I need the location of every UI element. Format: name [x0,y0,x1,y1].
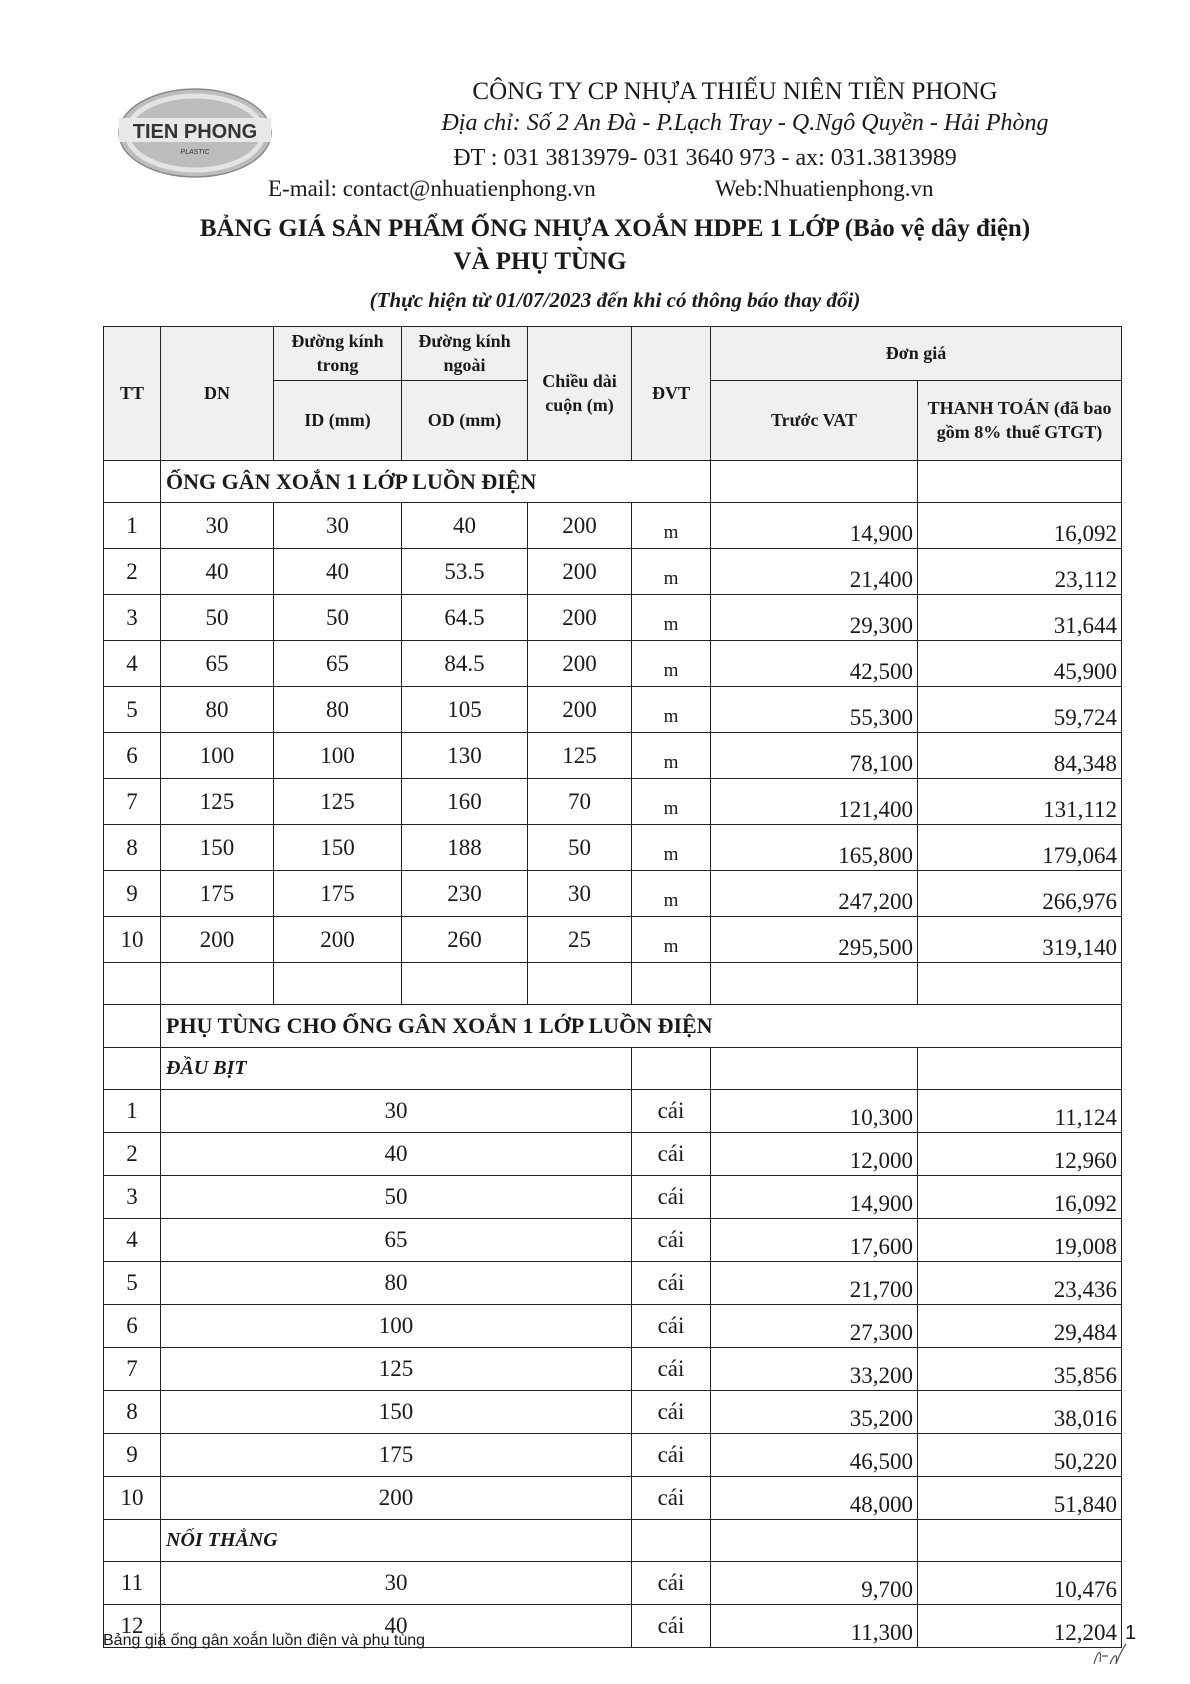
table-row [104,1347,1122,1390]
cell-size: 80 [161,1261,632,1304]
empty-cell [711,1047,918,1089]
cell-pre-vat: 9,700 [711,1561,918,1604]
cell-size: 65 [161,1218,632,1261]
empty-cell [632,1047,711,1089]
cell-pre-vat: 29,300 [711,595,918,641]
cell-unit: cái [632,1561,711,1604]
cell-tt: 1 [104,1089,161,1132]
empty-cell [711,963,918,1005]
cell-pre-vat: 78,100 [711,733,918,779]
cell-unit: m [632,641,711,687]
cell-unit: cái [632,1433,711,1476]
cell-od: 230 [402,871,528,917]
col-tt: TT [104,327,161,461]
cell-tt: 6 [104,1304,161,1347]
cell-size: 100 [161,1304,632,1347]
empty-cell [918,461,1122,503]
cell-total: 38,016 [918,1390,1122,1433]
cell-unit: m [632,733,711,779]
cell-pre-vat: 55,300 [711,687,918,733]
cell-length: 200 [528,549,632,595]
empty-cell [632,1519,711,1561]
cell-od: 40 [402,503,528,549]
document-title-line2: VÀ PHỤ TÙNG [453,248,627,275]
cell-total: 29,484 [918,1304,1122,1347]
cell-size: 125 [161,1347,632,1390]
empty-cell [104,1005,161,1047]
cell-size: 175 [161,1433,632,1476]
cell-tt: 7 [104,1347,161,1390]
empty-cell [918,963,1122,1005]
table-row [104,1390,1122,1433]
cell-pre-vat: 14,900 [711,503,918,549]
table-row [104,1175,1122,1218]
table-row [104,1476,1122,1519]
cell-total: 12,204 [918,1604,1122,1647]
company-address: Địa chỉ: Số 2 An Đà - P.Lạch Tray - Q.Ngô Quyền - Hải Phòng [441,110,1049,136]
company-name: CÔNG TY CP NHỰA THIẾU NIÊN TIỀN PHONG [472,78,998,105]
cell-unit: cái [632,1304,711,1347]
cell-od: 64.5 [402,595,528,641]
footer-caption: Bảng giá ống gân xoắn luồn điện và phụ tùng [103,1632,426,1649]
cell-tt: 9 [104,1433,161,1476]
empty-cell [918,1519,1122,1561]
cell-id: 50 [274,595,402,641]
svg-text:PLASTIC: PLASTIC [180,149,210,156]
table-row [104,1561,1122,1604]
cell-size: 50 [161,1175,632,1218]
cell-tt: 10 [104,917,161,963]
table-row [104,503,1122,549]
group-title-row [104,1047,1122,1089]
cell-pre-vat: 17,600 [711,1218,918,1261]
group-title-row [104,1519,1122,1561]
cell-total: 23,436 [918,1261,1122,1304]
cell-total: 16,092 [918,1175,1122,1218]
cell-total: 266,976 [918,871,1122,917]
table-row [104,779,1122,825]
cell-dn: 150 [161,825,274,871]
col-od-unit: OD (mm) [402,381,528,461]
cell-unit: cái [632,1218,711,1261]
cell-tt: 7 [104,779,161,825]
col-length: Chiều dài cuộn (m) [528,327,632,461]
col-price: Đơn giá [711,327,1122,381]
cell-pre-vat: 27,300 [711,1304,918,1347]
section-title-row [104,461,1122,503]
cell-total: 59,724 [918,687,1122,733]
col-unit: ĐVT [632,327,711,461]
table-row [104,1433,1122,1476]
cell-pre-vat: 46,500 [711,1433,918,1476]
group-title: ĐẦU BỊT [161,1047,632,1089]
cell-total: 11,124 [918,1089,1122,1132]
cell-unit: m [632,871,711,917]
table-row [104,595,1122,641]
table-row [104,1304,1122,1347]
cell-length: 200 [528,595,632,641]
empty-cell [104,1047,161,1089]
cell-length: 125 [528,733,632,779]
cell-unit: cái [632,1175,711,1218]
cell-length: 200 [528,641,632,687]
cell-total: 35,856 [918,1347,1122,1390]
cell-unit: m [632,503,711,549]
empty-cell [632,963,711,1005]
cell-tt: 5 [104,687,161,733]
cell-unit: m [632,549,711,595]
price-table [103,326,1122,1648]
cell-unit: cái [632,1390,711,1433]
cell-length: 25 [528,917,632,963]
cell-pre-vat: 10,300 [711,1089,918,1132]
cell-tt: 2 [104,1132,161,1175]
cell-pre-vat: 21,700 [711,1261,918,1304]
col-id-label: Đường kính trong [274,327,402,381]
cell-dn: 80 [161,687,274,733]
cell-total: 131,112 [918,779,1122,825]
cell-length: 70 [528,779,632,825]
cell-pre-vat: 11,300 [711,1604,918,1647]
cell-od: 160 [402,779,528,825]
empty-cell [711,1519,918,1561]
cell-od: 84.5 [402,641,528,687]
cell-tt: 11 [104,1561,161,1604]
empty-cell [104,963,161,1005]
cell-tt: 5 [104,1261,161,1304]
table-row [104,1218,1122,1261]
cell-unit: m [632,779,711,825]
cell-pre-vat: 121,400 [711,779,918,825]
cell-pre-vat: 35,200 [711,1390,918,1433]
initials-signature [1088,1630,1128,1670]
company-phone: ĐT : 031 3813979- 031 3640 973 - ax: 031.3813989 [453,145,957,171]
cell-size: 40 [161,1132,632,1175]
cell-dn: 50 [161,595,274,641]
cell-dn: 30 [161,503,274,549]
cell-total: 31,644 [918,595,1122,641]
cell-id: 175 [274,871,402,917]
cell-tt: 12 [104,1604,161,1647]
section-title-row [104,1005,1122,1047]
cell-pre-vat: 42,500 [711,641,918,687]
group-title: NỐI THẲNG [161,1519,632,1561]
cell-unit: cái [632,1261,711,1304]
cell-od: 260 [402,917,528,963]
col-id-unit: ID (mm) [274,381,402,461]
cell-total: 51,840 [918,1476,1122,1519]
cell-dn: 65 [161,641,274,687]
cell-size: 30 [161,1561,632,1604]
table-row [104,1089,1122,1132]
cell-tt: 6 [104,733,161,779]
cell-pre-vat: 21,400 [711,549,918,595]
svg-text:TIEN PHONG: TIEN PHONG [132,121,258,143]
table-row [104,825,1122,871]
cell-id: 40 [274,549,402,595]
cell-dn: 175 [161,871,274,917]
cell-unit: cái [632,1604,711,1647]
cell-tt: 8 [104,825,161,871]
cell-pre-vat: 165,800 [711,825,918,871]
cell-total: 179,064 [918,825,1122,871]
cell-total: 319,140 [918,917,1122,963]
cell-unit: m [632,825,711,871]
cell-dn: 40 [161,549,274,595]
table-row [104,733,1122,779]
cell-size: 30 [161,1089,632,1132]
cell-total: 23,112 [918,549,1122,595]
cell-tt: 3 [104,595,161,641]
empty-cell [402,963,528,1005]
cell-unit: m [632,595,711,641]
col-od-label: Đường kính ngoài [402,327,528,381]
cell-size: 150 [161,1390,632,1433]
col-dn: DN [161,327,274,461]
cell-total: 45,900 [918,641,1122,687]
cell-pre-vat: 33,200 [711,1347,918,1390]
cell-total: 16,092 [918,503,1122,549]
empty-cell [274,963,402,1005]
cell-tt: 8 [104,1390,161,1433]
cell-length: 200 [528,687,632,733]
cell-tt: 4 [104,641,161,687]
table-row [104,871,1122,917]
cell-id: 100 [274,733,402,779]
empty-cell [104,1519,161,1561]
cell-id: 200 [274,917,402,963]
cell-tt: 2 [104,549,161,595]
table-row [104,641,1122,687]
company-email: E-mail: contact@nhuatienphong.vn [268,176,596,201]
cell-unit: m [632,917,711,963]
cell-tt: 9 [104,871,161,917]
cell-dn: 200 [161,917,274,963]
cell-total: 50,220 [918,1433,1122,1476]
cell-id: 65 [274,641,402,687]
cell-od: 53.5 [402,549,528,595]
cell-id: 150 [274,825,402,871]
cell-unit: cái [632,1347,711,1390]
cell-pre-vat: 14,900 [711,1175,918,1218]
table-row [104,1132,1122,1175]
section-title: PHỤ TÙNG CHO ỐNG GÂN XOẮN 1 LỚP LUỒN ĐIỆN [161,1005,1122,1047]
table-row [104,917,1122,963]
cell-id: 30 [274,503,402,549]
cell-pre-vat: 295,500 [711,917,918,963]
table-row [104,1261,1122,1304]
cell-length: 200 [528,503,632,549]
col-pre-vat: Trước VAT [711,381,918,461]
cell-total: 10,476 [918,1561,1122,1604]
cell-total: 19,008 [918,1218,1122,1261]
cell-unit: cái [632,1089,711,1132]
cell-dn: 100 [161,733,274,779]
cell-tt: 10 [104,1476,161,1519]
cell-id: 80 [274,687,402,733]
cell-pre-vat: 12,000 [711,1132,918,1175]
empty-cell [104,461,161,503]
cell-unit: m [632,687,711,733]
cell-size: 40 [161,1604,632,1647]
table-header [104,327,1122,461]
cell-dn: 125 [161,779,274,825]
cell-total: 12,960 [918,1132,1122,1175]
section-title: ỐNG GÂN XOẮN 1 LỚP LUỒN ĐIỆN [161,461,711,503]
empty-cell [918,1047,1122,1089]
effective-date: (Thực hiện từ 01/07/2023 đến khi có thông báo thay đổi) [369,288,861,312]
cell-od: 105 [402,687,528,733]
cell-total: 84,348 [918,733,1122,779]
blank-row [104,963,1122,1005]
cell-tt: 1 [104,503,161,549]
cell-tt: 4 [104,1218,161,1261]
page-number: 1 [1125,1622,1137,1644]
empty-cell [528,963,632,1005]
cell-unit: cái [632,1132,711,1175]
empty-cell [161,963,274,1005]
cell-size: 200 [161,1476,632,1519]
table-row [104,687,1122,733]
company-web: Web:Nhuatienphong.vn [715,176,934,201]
cell-od: 130 [402,733,528,779]
cell-pre-vat: 247,200 [711,871,918,917]
document-title: BẢNG GIÁ SẢN PHẨM ỐNG NHỰA XOẮN HDPE 1 LỚP (Bảo vệ dây điện) [199,215,1031,242]
cell-tt: 3 [104,1175,161,1218]
cell-length: 50 [528,825,632,871]
cell-length: 30 [528,871,632,917]
empty-cell [711,461,918,503]
cell-id: 125 [274,779,402,825]
cell-pre-vat: 48,000 [711,1476,918,1519]
cell-unit: cái [632,1476,711,1519]
cell-od: 188 [402,825,528,871]
table-row [104,549,1122,595]
col-total: THANH TOÁN (đã bao gồm 8% thuế GTGT) [918,381,1122,461]
table-body [104,461,1122,1648]
